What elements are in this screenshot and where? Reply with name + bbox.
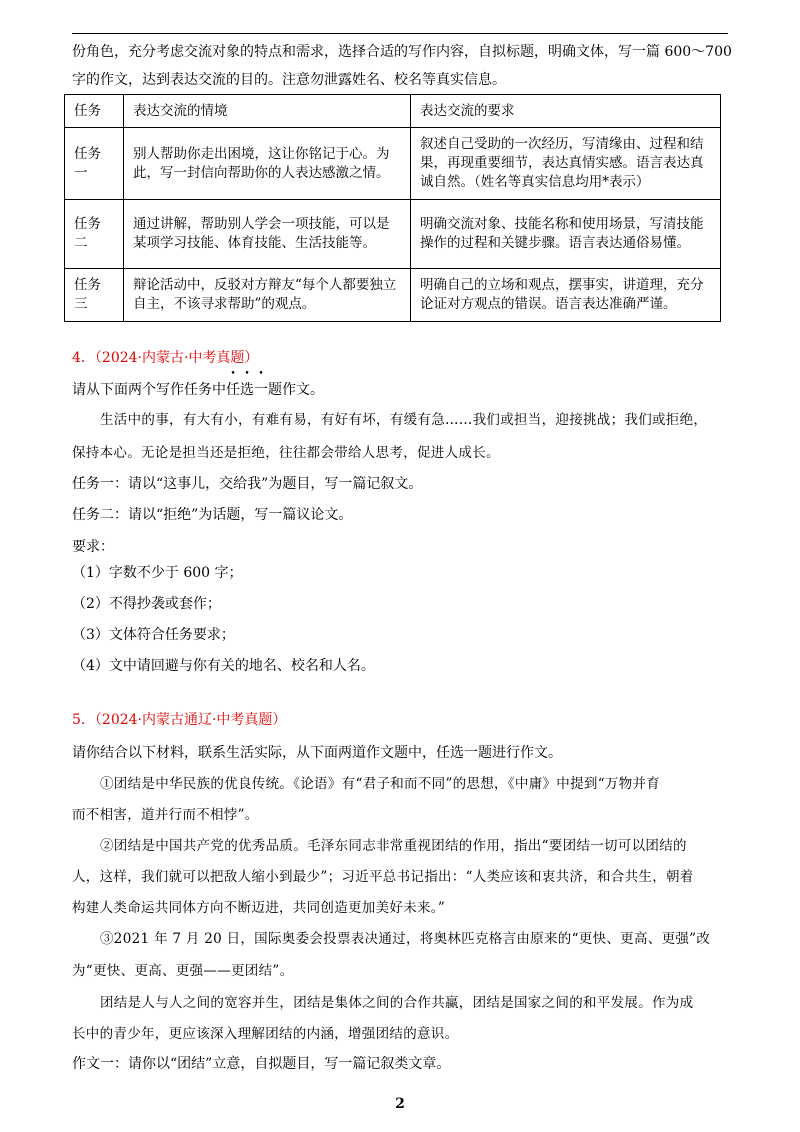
- task-cell: 任务三: [65, 269, 124, 322]
- table-header-row: [65, 95, 721, 128]
- q4-material-line-1: 生活中的事，有大有小，有难有易，有好有坏，有缓有急……我们或担当，迎接挑战；我们或拒绝，: [100, 412, 708, 428]
- situation-cell: 通过讲解，帮助别人学会一项技能，可以是某项学习技能、体育技能、生活技能等。: [124, 200, 411, 269]
- q5-material-1-line-2: 而不相害，道并行而不相悖”。: [72, 807, 259, 823]
- header-situation: 表达交流的情境: [124, 95, 411, 128]
- q4-heading: 4．（2024·内蒙古·中考真题）: [72, 350, 259, 366]
- q5-material-2-line-2: 人，这样，我们就可以把敌人缩小到最少”；习近平总书记指出：“人类应该和衷共济，和合共生，朝着: [72, 869, 694, 885]
- emphasis-char: 选: [240, 382, 254, 398]
- q5-material-4-line-1: 团结是人与人之间的宽容并生，团结是集体之间的合作共赢，团结是国家之间的和平发展。作为成: [100, 995, 694, 1011]
- intro-line-2: 字的作文，达到表达交流的目的。注意勿泄露姓名、校名等真实信息。: [72, 72, 506, 88]
- task-table: [64, 94, 721, 322]
- table-row: [65, 200, 721, 269]
- q5-essay-1: 作文一：请你以“团结”立意，自拟题目，写一篇记叙类文章。: [72, 1056, 451, 1072]
- table-row: [65, 269, 721, 322]
- intro-line-1: 份角色，充分考虑交流对象的特点和需求，选择合适的写作内容，自拟标题，明确文体，写一篇 600～700: [72, 44, 732, 60]
- q5-material-3-line-1: ③2021 年 7 月 20 日，国际奥委会投票表决通过，将奥林匹克格言由原来的“更快、更高、更强”改: [100, 931, 711, 947]
- task-cell: 任务一: [65, 128, 124, 200]
- q5-material-2-line-1: ②团结是中国共产党的优秀品质。毛泽东同志非常重视团结的作用，指出“要团结一切可以团结的: [100, 838, 687, 854]
- table-row: [65, 128, 721, 200]
- q5-heading: 5．（2024·内蒙古通辽·中考真题）: [72, 712, 287, 728]
- task-cell: 任务二: [65, 200, 124, 269]
- q5-material-3-line-2: 为“更快、更高、更强——更团结”。: [72, 963, 294, 979]
- q4-req-2: （2）不得抄袭或套作；: [72, 596, 221, 612]
- q4-req-4: （4）文中请回避与你有关的地名、校名和人名。: [72, 658, 375, 674]
- q4-req-label: 要求：: [72, 539, 114, 555]
- header-task: 任务: [65, 95, 124, 128]
- q4-prompt-before: 请从下面两个写作任务中: [72, 382, 226, 398]
- q5-prompt: 请你结合以下材料，联系生活实际，从下面两道作文题中，任选一题进行作文。: [72, 745, 562, 761]
- emphasis-char: 任: [226, 382, 240, 398]
- q5-material-2-line-3: 构建人类命运共同体方向不断迈进，共同创造更加美好未来。”: [72, 900, 446, 916]
- emphasis-char: 一: [254, 382, 268, 398]
- situation-cell: 辩论活动中，反驳对方辩友“每个人都要独立自主，不该寻求帮助”的观点。: [124, 269, 411, 322]
- q5-material-4-line-2: 长中的青少年，更应该深入理解团结的内涵，增强团结的意识。: [72, 1026, 459, 1042]
- q4-prompt-emphasis: [226, 382, 268, 398]
- q4-req-1: （1）字数不少于 600 字；: [72, 565, 243, 581]
- requirement-cell: 明确交流对象、技能名称和使用场景，写清技能操作的过程和关键步骤。语言表达通俗易懂。: [411, 200, 721, 269]
- q5-material-1-line-1: ①团结是中华民族的优良传统。《论语》有“君子和而不同”的思想，《中庸》中提到“万物并育: [100, 776, 661, 792]
- header-rule: [72, 33, 728, 34]
- q4-task-2: 任务二：请以“拒绝”为话题，写一篇议论文。: [72, 507, 353, 523]
- q4-prompt: [72, 380, 324, 400]
- requirement-cell: 叙述自己受助的一次经历，写清缘由、过程和结果，再现重要细节，表达真情实感。语言表达真诚自然。（姓名等真实信息均用*表示）: [411, 128, 721, 200]
- q4-material-line-2: 保持本心。无论是担当还是拒绝，往往都会带给人思考，促进人成长。: [72, 445, 500, 461]
- q4-prompt-after: 题作文。: [268, 382, 324, 398]
- situation-cell: 别人帮助你走出困境，这让你铭记于心。为此，写一封信向帮助你的人表达感激之情。: [124, 128, 411, 200]
- page-number: 2: [395, 1096, 405, 1112]
- q4-req-3: （3）文体符合任务要求；: [72, 627, 235, 643]
- q4-task-1: 任务一：请以“这事儿，交给我”为题目，写一篇记叙文。: [72, 476, 423, 492]
- header-requirement: 表达交流的要求: [411, 95, 721, 128]
- requirement-cell: 明确自己的立场和观点，摆事实，讲道理，充分论证对方观点的错误。语言表达准确严谨。: [411, 269, 721, 322]
